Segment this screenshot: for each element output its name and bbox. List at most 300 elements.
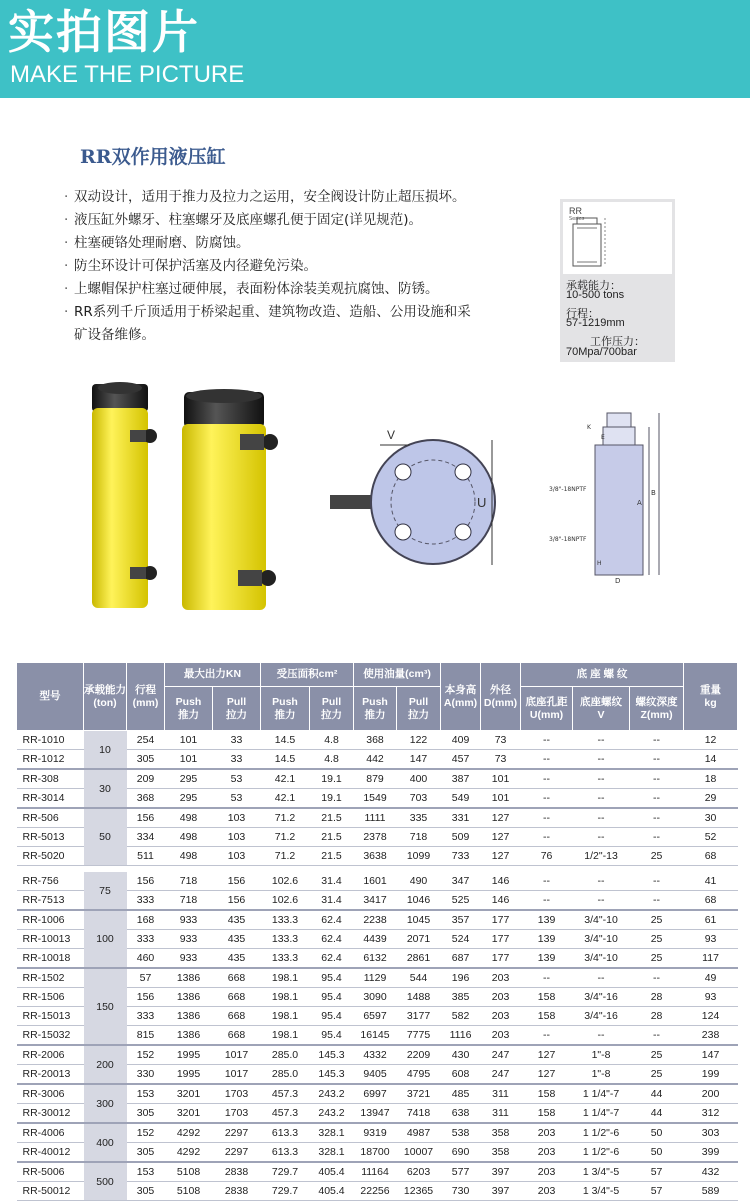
model-cell: RR-5006	[17, 1162, 84, 1182]
small-cylinder-photo	[92, 382, 157, 608]
header-weight: 重量 kg	[684, 663, 738, 731]
table-cell: 117	[684, 949, 738, 969]
table-row	[17, 769, 738, 789]
table-cell: 668	[213, 988, 261, 1007]
table-cell: 139	[521, 930, 573, 949]
table-cell: 62.4	[310, 930, 354, 949]
table-cell: 31.4	[310, 891, 354, 911]
table-cell: 18700	[354, 1143, 397, 1163]
table-cell: --	[521, 769, 573, 789]
table-cell: 608	[441, 1065, 481, 1085]
table-cell: 203	[481, 988, 521, 1007]
table-cell: 397	[481, 1182, 521, 1201]
model-cell: RR-1012	[17, 750, 84, 770]
table-cell: 6132	[354, 949, 397, 969]
pressure-value: 70Mpa/700bar	[566, 346, 637, 358]
header-capacity: 承载能力 (ton)	[84, 663, 127, 731]
table-cell: 1 1/4"-7	[573, 1084, 630, 1104]
table-cell: 68	[684, 891, 738, 911]
table-cell: 101	[481, 789, 521, 809]
table-cell: --	[630, 828, 684, 847]
table-cell: 2861	[397, 949, 441, 969]
table-cell: 95.4	[310, 1007, 354, 1026]
table-cell: 93	[684, 930, 738, 949]
header-push-oil: Push 推力	[354, 687, 397, 731]
table-cell: 31.4	[310, 872, 354, 891]
table-cell: 3201	[165, 1084, 213, 1104]
table-cell: 9405	[354, 1065, 397, 1085]
model-cell: RR-1506	[17, 988, 84, 1007]
table-cell: 1116	[441, 1026, 481, 1046]
table-cell: 457.3	[261, 1084, 310, 1104]
u-dimension-label: U	[477, 495, 487, 510]
table-cell: 2297	[213, 1143, 261, 1163]
table-cell: 133.3	[261, 910, 310, 930]
table-cell: 387	[441, 769, 481, 789]
table-cell: 61	[684, 910, 738, 930]
capacity-cell: 100	[84, 910, 127, 968]
table-cell: 1 3/4"-5	[573, 1162, 630, 1182]
table-cell: 133.3	[261, 930, 310, 949]
table-cell: 549	[441, 789, 481, 809]
table-cell: 25	[630, 1045, 684, 1065]
table-cell: 1045	[397, 910, 441, 930]
table-cell: 1703	[213, 1084, 261, 1104]
table-cell: 334	[127, 828, 165, 847]
table-cell: 156	[127, 988, 165, 1007]
table-cell: 243.2	[310, 1084, 354, 1104]
table-cell: 5108	[165, 1182, 213, 1201]
table-cell: 18	[684, 769, 738, 789]
table-cell: 76	[521, 847, 573, 866]
table-row	[17, 1123, 738, 1143]
table-cell: 57	[630, 1182, 684, 1201]
table-cell: 328.1	[310, 1123, 354, 1143]
table-cell: 815	[127, 1026, 165, 1046]
table-cell: 177	[481, 910, 521, 930]
table-cell: 703	[397, 789, 441, 809]
table-cell: 153	[127, 1162, 165, 1182]
banner-subtitle: MAKE THE PICTURE	[10, 61, 245, 88]
table-cell: 7418	[397, 1104, 441, 1124]
table-cell: --	[573, 968, 630, 988]
header-body-height: 本身高 A(mm)	[441, 663, 481, 731]
table-cell: 613.3	[261, 1143, 310, 1163]
table-cell: 4987	[397, 1123, 441, 1143]
table-cell: 139	[521, 949, 573, 969]
model-cell: RR-308	[17, 769, 84, 789]
capacity-value: 10-500 tons	[566, 289, 625, 301]
table-cell: 19.1	[310, 789, 354, 809]
table-row	[17, 872, 738, 891]
table-cell: 73	[481, 731, 521, 750]
feature-item: · 柱塞硬铬处理耐磨、防腐蚀。	[64, 232, 484, 255]
table-cell: 153	[127, 1084, 165, 1104]
table-cell: 6597	[354, 1007, 397, 1026]
table-cell: 311	[481, 1084, 521, 1104]
capacity-cell: 30	[84, 769, 127, 808]
table-cell: 139	[521, 910, 573, 930]
table-row	[17, 1045, 738, 1065]
table-cell: 335	[397, 808, 441, 828]
v-dimension-label: V	[387, 428, 396, 442]
table-cell: 198.1	[261, 968, 310, 988]
table-cell: --	[521, 872, 573, 891]
table-cell: 103	[213, 808, 261, 828]
table-cell: 203	[521, 1123, 573, 1143]
table-cell: 122	[397, 731, 441, 750]
table-cell: 41	[684, 872, 738, 891]
table-cell: 203	[521, 1162, 573, 1182]
table-cell: 358	[481, 1143, 521, 1163]
table-cell: 285.0	[261, 1045, 310, 1065]
table-cell: 147	[397, 750, 441, 770]
model-cell: RR-1502	[17, 968, 84, 988]
table-cell: 1046	[397, 891, 441, 911]
table-cell: 50	[630, 1143, 684, 1163]
capacity-cell: 10	[84, 731, 127, 770]
a-dim-label: A	[637, 499, 642, 507]
series-diagram	[563, 202, 672, 274]
header-stroke: 行程 (mm)	[127, 663, 165, 731]
table-cell: 71.2	[261, 828, 310, 847]
table-cell: 729.7	[261, 1182, 310, 1201]
table-cell: 718	[397, 828, 441, 847]
table-cell: 203	[481, 1007, 521, 1026]
top-banner	[0, 0, 750, 98]
table-cell: 385	[441, 988, 481, 1007]
table-row	[17, 968, 738, 988]
table-cell: 435	[213, 949, 261, 969]
table-cell: 57	[127, 968, 165, 988]
table-cell: 158	[521, 1084, 573, 1104]
model-cell: RR-7513	[17, 891, 84, 911]
table-cell: 511	[127, 847, 165, 866]
table-row	[17, 1162, 738, 1182]
table-cell: 93	[684, 988, 738, 1007]
table-cell: 544	[397, 968, 441, 988]
table-cell: 203	[521, 1182, 573, 1201]
model-cell: RR-4006	[17, 1123, 84, 1143]
table-cell: --	[630, 789, 684, 809]
table-cell: --	[573, 731, 630, 750]
table-cell: 145.3	[310, 1065, 354, 1085]
table-cell: 933	[165, 910, 213, 930]
table-cell: 29	[684, 789, 738, 809]
table-cell: --	[521, 731, 573, 750]
table-cell: 1099	[397, 847, 441, 866]
table-cell: 525	[441, 891, 481, 911]
model-cell: RR-3014	[17, 789, 84, 809]
table-cell: --	[573, 891, 630, 911]
table-cell: 127	[481, 828, 521, 847]
feature-item: · 液压缸外螺牙、柱塞螺牙及底座螺孔便于固定(详见规范)。	[64, 209, 484, 232]
header-pull-force: Pull 拉力	[213, 687, 261, 731]
table-cell: 933	[165, 930, 213, 949]
table-cell: 4332	[354, 1045, 397, 1065]
table-cell: --	[573, 769, 630, 789]
table-cell: 103	[213, 828, 261, 847]
pressure-label: 工作压力：	[590, 336, 645, 348]
capacity-cell: 300	[84, 1084, 127, 1123]
table-cell: 50	[630, 1123, 684, 1143]
table-cell: 582	[441, 1007, 481, 1026]
table-cell: 435	[213, 930, 261, 949]
table-cell: 498	[165, 828, 213, 847]
table-cell: 1017	[213, 1065, 261, 1085]
table-cell: 1549	[354, 789, 397, 809]
table-cell: 68	[684, 847, 738, 866]
table-cell: 101	[481, 769, 521, 789]
table-cell: 305	[127, 1143, 165, 1163]
table-cell: 3/4"-10	[573, 910, 630, 930]
e-dim-label: E	[601, 434, 605, 441]
table-cell: 168	[127, 910, 165, 930]
feature-list	[64, 186, 484, 347]
table-cell: 1488	[397, 988, 441, 1007]
table-cell: 57	[630, 1162, 684, 1182]
table-cell: 729.7	[261, 1162, 310, 1182]
table-cell: 42.1	[261, 789, 310, 809]
table-cell: 1 1/2"-6	[573, 1123, 630, 1143]
table-cell: 328.1	[310, 1143, 354, 1163]
table-cell: 152	[127, 1123, 165, 1143]
table-cell: --	[521, 891, 573, 911]
table-cell: 52	[684, 828, 738, 847]
table-row	[17, 1084, 738, 1104]
b-dim-label: B	[651, 489, 656, 497]
product-heading: RR双作用液压缸	[80, 146, 226, 168]
header-max-force: 最大出力KN	[165, 663, 261, 687]
table-cell: 405.4	[310, 1182, 354, 1201]
table-cell: 490	[397, 872, 441, 891]
header-model: 型号	[17, 663, 84, 731]
table-cell: 33	[213, 731, 261, 750]
h-dim-label: H	[597, 560, 602, 567]
table-cell: 933	[165, 949, 213, 969]
header-pull-oil: Pull 拉力	[397, 687, 441, 731]
model-cell: RR-5013	[17, 828, 84, 847]
table-cell: 254	[127, 731, 165, 750]
table-cell: --	[521, 789, 573, 809]
table-cell: 295	[165, 769, 213, 789]
port-label-bottom: 3/8"-18NPTF	[549, 536, 587, 543]
table-cell: 25	[630, 949, 684, 969]
table-cell: 432	[684, 1162, 738, 1182]
table-cell: 2071	[397, 930, 441, 949]
series-label: RR	[569, 206, 582, 216]
table-cell: 11164	[354, 1162, 397, 1182]
table-cell: --	[630, 750, 684, 770]
table-cell: 71.2	[261, 808, 310, 828]
table-cell: --	[630, 872, 684, 891]
table-cell: 2838	[213, 1182, 261, 1201]
table-cell: 638	[441, 1104, 481, 1124]
model-cell: RR-40012	[17, 1143, 84, 1163]
table-cell: 2378	[354, 828, 397, 847]
table-cell: 146	[481, 872, 521, 891]
table-cell: 485	[441, 1084, 481, 1104]
feature-item: · 上螺帽保护柱塞过硬伸展，表面粉体涂装美观抗腐蚀、防锈。	[64, 278, 484, 301]
table-row	[17, 910, 738, 930]
cylinder-outline-icon	[563, 202, 672, 274]
table-cell: 62.4	[310, 949, 354, 969]
table-cell: 28	[630, 1007, 684, 1026]
model-cell: RR-20013	[17, 1065, 84, 1085]
table-cell: 196	[441, 968, 481, 988]
table-cell: 25	[630, 910, 684, 930]
model-cell: RR-50012	[17, 1182, 84, 1201]
table-cell: 158	[521, 1104, 573, 1124]
table-cell: 409	[441, 731, 481, 750]
table-cell: 311	[481, 1104, 521, 1124]
table-cell: 177	[481, 930, 521, 949]
table-cell: 25	[630, 847, 684, 866]
table-cell: 203	[481, 1026, 521, 1046]
table-cell: 879	[354, 769, 397, 789]
table-cell: 303	[684, 1123, 738, 1143]
table-cell: 3/4"-10	[573, 930, 630, 949]
table-cell: 158	[521, 988, 573, 1007]
side-dimension-drawing	[545, 405, 670, 585]
model-cell: RR-1010	[17, 731, 84, 750]
table-cell: 133.3	[261, 949, 310, 969]
header-pull-area: Pull 拉力	[310, 687, 354, 731]
stroke-value: 57-1219mm	[566, 317, 625, 329]
table-cell: 49	[684, 968, 738, 988]
table-cell: 146	[481, 891, 521, 911]
table-cell: 44	[630, 1104, 684, 1124]
table-cell: --	[573, 1026, 630, 1046]
table-cell: 718	[165, 891, 213, 911]
table-cell: 4.8	[310, 731, 354, 750]
feature-item: · 防尘环设计可保护活塞及内径避免污染。	[64, 255, 484, 278]
table-cell: 53	[213, 769, 261, 789]
capacity-cell: 500	[84, 1162, 127, 1201]
table-cell: 690	[441, 1143, 481, 1163]
table-cell: 368	[354, 731, 397, 750]
model-cell: RR-15013	[17, 1007, 84, 1026]
table-cell: --	[630, 808, 684, 828]
series-sublabel: Series	[569, 216, 585, 222]
table-cell: 1703	[213, 1104, 261, 1124]
spec-table	[16, 662, 738, 1201]
table-cell: 1386	[165, 968, 213, 988]
capacity-cell: 75	[84, 872, 127, 910]
model-cell: RR-5020	[17, 847, 84, 866]
table-cell: 668	[213, 968, 261, 988]
table-cell: 62.4	[310, 910, 354, 930]
table-cell: 247	[481, 1065, 521, 1085]
table-cell: 460	[127, 949, 165, 969]
table-cell: 347	[441, 872, 481, 891]
table-cell: 1 1/4"-7	[573, 1104, 630, 1124]
table-cell: 524	[441, 930, 481, 949]
table-cell: 5108	[165, 1162, 213, 1182]
table-cell: 21.5	[310, 828, 354, 847]
table-cell: 156	[213, 872, 261, 891]
table-cell: 4439	[354, 930, 397, 949]
table-cell: --	[630, 891, 684, 911]
table-cell: 1"-8	[573, 1065, 630, 1085]
table-cell: --	[630, 968, 684, 988]
feature-item: · RR系列千斤顶适用于桥梁起重、建筑物改造、造船、公用设施和采矿设备维修。	[64, 301, 484, 347]
table-cell: 1111	[354, 808, 397, 828]
model-cell: RR-3006	[17, 1084, 84, 1104]
table-cell: 358	[481, 1123, 521, 1143]
table-cell: 198.1	[261, 1007, 310, 1026]
table-cell: --	[521, 1026, 573, 1046]
table-row	[17, 808, 738, 828]
table-cell: 198.1	[261, 988, 310, 1007]
table-cell: 127	[521, 1045, 573, 1065]
table-row	[17, 731, 738, 750]
table-cell: 4.8	[310, 750, 354, 770]
table-cell: 3090	[354, 988, 397, 1007]
table-cell: 9319	[354, 1123, 397, 1143]
table-cell: --	[573, 750, 630, 770]
model-cell: RR-1006	[17, 910, 84, 930]
table-cell: 147	[684, 1045, 738, 1065]
table-cell: 509	[441, 828, 481, 847]
table-cell: 53	[213, 789, 261, 809]
table-cell: 1129	[354, 968, 397, 988]
table-cell: 331	[441, 808, 481, 828]
table-cell: 6997	[354, 1084, 397, 1104]
table-cell: 243.2	[310, 1104, 354, 1124]
table-cell: 16145	[354, 1026, 397, 1046]
table-cell: 2838	[213, 1162, 261, 1182]
table-cell: 430	[441, 1045, 481, 1065]
table-cell: --	[521, 968, 573, 988]
table-cell: 1 1/2"-6	[573, 1143, 630, 1163]
table-cell: 156	[213, 891, 261, 911]
table-cell: 33	[213, 750, 261, 770]
table-cell: 14.5	[261, 750, 310, 770]
table-cell: 71.2	[261, 847, 310, 866]
model-cell: RR-756	[17, 872, 84, 891]
feature-item: · 双动设计，适用于推力及拉力之运用，安全阀设计防止超压损坏。	[64, 186, 484, 209]
header-hole-pitch: 底座孔距 U(mm)	[521, 687, 573, 731]
header-thread: 底座螺纹 V	[573, 687, 630, 731]
table-cell: 718	[165, 872, 213, 891]
table-cell: 613.3	[261, 1123, 310, 1143]
table-cell: 668	[213, 1007, 261, 1026]
table-cell: 156	[127, 808, 165, 828]
table-cell: 1386	[165, 988, 213, 1007]
capacity-cell: 50	[84, 808, 127, 866]
table-cell: 203	[521, 1143, 573, 1163]
table-cell: 3417	[354, 891, 397, 911]
model-cell: RR-30012	[17, 1104, 84, 1124]
table-cell: 238	[684, 1026, 738, 1046]
header-oil: 使用油量(cm³)	[354, 663, 441, 687]
table-cell: 357	[441, 910, 481, 930]
table-cell: 3177	[397, 1007, 441, 1026]
table-cell: 397	[481, 1162, 521, 1182]
table-cell: 577	[441, 1162, 481, 1182]
model-cell: RR-506	[17, 808, 84, 828]
table-cell: 95.4	[310, 988, 354, 1007]
table-cell: 442	[354, 750, 397, 770]
table-cell: 127	[481, 808, 521, 828]
table-cell: --	[521, 750, 573, 770]
table-cell: --	[630, 731, 684, 750]
table-cell: 295	[165, 789, 213, 809]
table-cell: 25	[630, 1065, 684, 1085]
table-cell: 12	[684, 731, 738, 750]
table-cell: 333	[127, 891, 165, 911]
